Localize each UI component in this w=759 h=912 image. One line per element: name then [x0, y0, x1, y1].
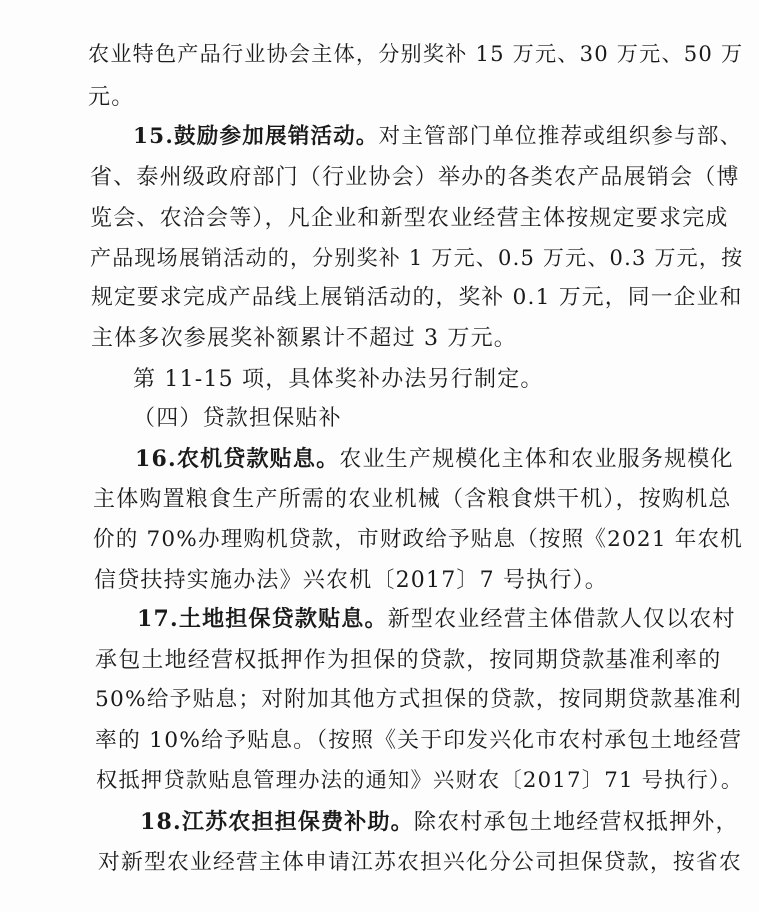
text-line-20 [140, 808, 739, 837]
text-line-15 [137, 605, 736, 634]
paragraph-text: 对新型农业经营主体申请江苏农担兴化分公司担保贷款，按省农 [98, 850, 742, 875]
text-line-5 [90, 204, 729, 233]
section-heading: 15.鼓励参加展销活动。 [133, 124, 379, 149]
text-line-4 [90, 163, 740, 192]
paragraph-text: 率的 10%给予贴息。（按照《关于印发兴化市农村承包土地经营 [95, 728, 743, 753]
paragraph-text: 权抵押贷款贴息管理办法的通知》兴财农〔2017〕71 号执行）。 [96, 768, 744, 793]
text-line-19 [96, 767, 743, 795]
paragraph-text: 主体购置粮食生产所需的农业机械（含粮食烘干机），按购机总 [93, 487, 732, 512]
text-line-8 [91, 324, 517, 353]
text-line-2 [88, 83, 134, 112]
paragraph-text: 元。 [88, 85, 135, 110]
text-line-10 [133, 404, 342, 433]
text-line-14 [94, 566, 608, 595]
paragraph-text: 农业特色产品行业协会主体，分别奖补 15 万元、30 万元、50 万 [88, 41, 744, 66]
paragraph-text: 新型农业经营主体借款人仅以农村 [387, 607, 736, 632]
text-line-6 [90, 244, 743, 272]
text-line-18 [95, 727, 742, 755]
text-line-17 [95, 686, 742, 714]
paragraph-text: 省、泰州级政府部门（行业协会）举办的各类农产品展销会（博 [90, 165, 740, 190]
paragraph-text: 承包土地经营权抵押作为担保的贷款，按同期贷款基准利率的 [95, 648, 722, 673]
paragraph-text: （四）贷款担保贴补 [133, 406, 342, 431]
text-line-11 [135, 445, 734, 474]
text-line-21 [98, 849, 742, 877]
text-line-7 [91, 284, 743, 312]
text-line-1 [88, 40, 743, 68]
paragraph-text: 产品现场展销活动的，分别奖补 1 万元、0.5 万元、0.3 万元，按 [90, 245, 744, 270]
section-heading: 16.农机贷款贴息。 [135, 446, 340, 472]
section-heading: 18.江苏农担担保费补助。 [140, 809, 414, 835]
paragraph-text: 主体多次参展奖补额累计不超过 3 万元。 [91, 326, 517, 351]
text-line-13 [93, 526, 743, 554]
text-line-16 [95, 646, 721, 675]
paragraph-text: 信贷扶持实施办法》兴农机〔2017〕7 号执行）。 [94, 568, 608, 593]
paragraph-text: 除农村承包土地经营权抵押外， [413, 810, 739, 835]
paragraph-text: 50%给予贴息；对附加其他方式担保的贷款，按同期贷款基准利 [95, 687, 742, 712]
text-line-3 [133, 123, 742, 151]
text-line-12 [93, 485, 732, 514]
paragraph-text: 览会、农洽会等），凡企业和新型农业经营主体按规定要求完成 [90, 206, 729, 231]
paragraph-text: 农业生产规模化主体和农业服务规模化 [339, 447, 734, 472]
paragraph-text: 第 11-15 项，具体奖补办法另行制定。 [133, 367, 544, 392]
paragraph-text: 规定要求完成产品线上展销活动的，奖补 0.1 万元，同一企业和 [91, 285, 743, 310]
section-heading: 17.土地担保贷款贴息。 [137, 606, 388, 632]
paragraph-text: 价的 70%办理购机贷款，市财政给予贴息（按照《2021 年农机 [93, 527, 743, 552]
paragraph-text: 对主管部门单位推荐或组织参与部、 [378, 124, 743, 149]
text-line-9 [133, 365, 544, 394]
